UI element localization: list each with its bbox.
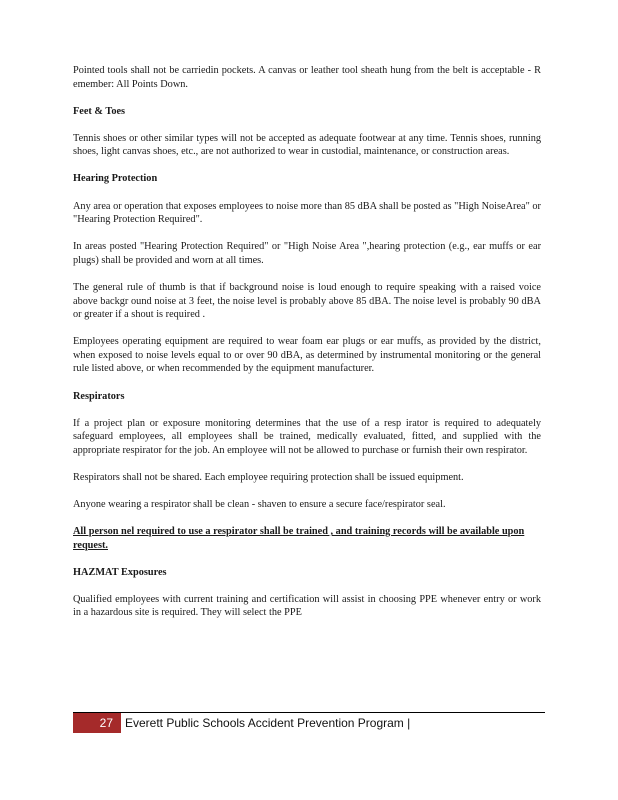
heading-respirators: Respirators	[73, 390, 125, 402]
paragraph-training-records: All person nel required to use a respirator shall be trained , and training records will be available upon request.	[73, 526, 525, 551]
paragraph-respirators-shared: Respirators shall not be shared. Each employee requiring protection shall be issued equipment.	[73, 471, 464, 483]
document-body	[73, 64, 541, 634]
page-number: 27	[73, 713, 121, 733]
paragraph-respirator-plan: If a project plan or exposure monitoring determines that the use of a resp irator is required to adequately safeguard employees, all employees shall be trained, medically evaluated, fitted, and supplied with the appropriate respirator for the job. An employee will not be allowed to purchase or furnish their own respirator.	[73, 417, 541, 456]
page-footer	[73, 713, 410, 733]
paragraph-noise-area: Any area or operation that exposes employees to noise more than 85 dBA shall be posted as "High NoiseArea" or "Hearing Protection Required".	[73, 200, 541, 226]
paragraph-rule-of-thumb: The general rule of thumb is that if background noise is loud enough to require speaking with a raised voice above backgr ound noise at 3 feet, the noise level is probably above 85 dBA. The noise level is probably 90 dBA or greater if a shout is required .	[73, 281, 541, 321]
paragraph-clean-shaven: Anyone wearing a respirator shall be clean - shaven to ensure a secure face/respirator seal.	[73, 498, 446, 510]
paragraph-hearing-protection-required: In areas posted "Hearing Protection Required" or "High Noise Area ",hearing protection (e.g., ear muffs or ear plugs) shall be provided and worn at all times.	[73, 241, 541, 266]
footer-title: Everett Public Schools Accident Prevention Program |	[125, 716, 411, 730]
heading-hazmat-exposures: HAZMAT Exposures	[73, 566, 167, 578]
paragraph-tennis-shoes: Tennis shoes or other similar types will not be accepted as adequate footwear at any time. Tennis shoes, running shoes, light canvas shoes, etc., are not authorized to wear in custodial, maintenance, or construction areas.	[73, 132, 541, 158]
paragraph-qualified-employees: Qualified employees with current training and certification will assist in choosing PPE whenever entry or work in a hazardous site is required. They will select the PPE	[73, 593, 541, 619]
paragraph-employees-operating-equipment: Employees operating equipment are required to wear foam ear plugs or ear muffs, as provided by the district, when exposed to noise levels equal to or over 90 dBA, as determined by instrumental monitoring or the general rule listed above, or when recommended by the equipment manufacturer.	[73, 336, 541, 375]
paragraph-pointed-tools: Pointed tools shall not be carriedin pockets. A canvas or leather tool sheath hung from the belt is acceptable - R emember: All Points Down.	[73, 65, 541, 90]
heading-feet-toes: Feet & Toes	[73, 105, 126, 117]
heading-hearing-protection: Hearing Protection	[73, 173, 158, 185]
